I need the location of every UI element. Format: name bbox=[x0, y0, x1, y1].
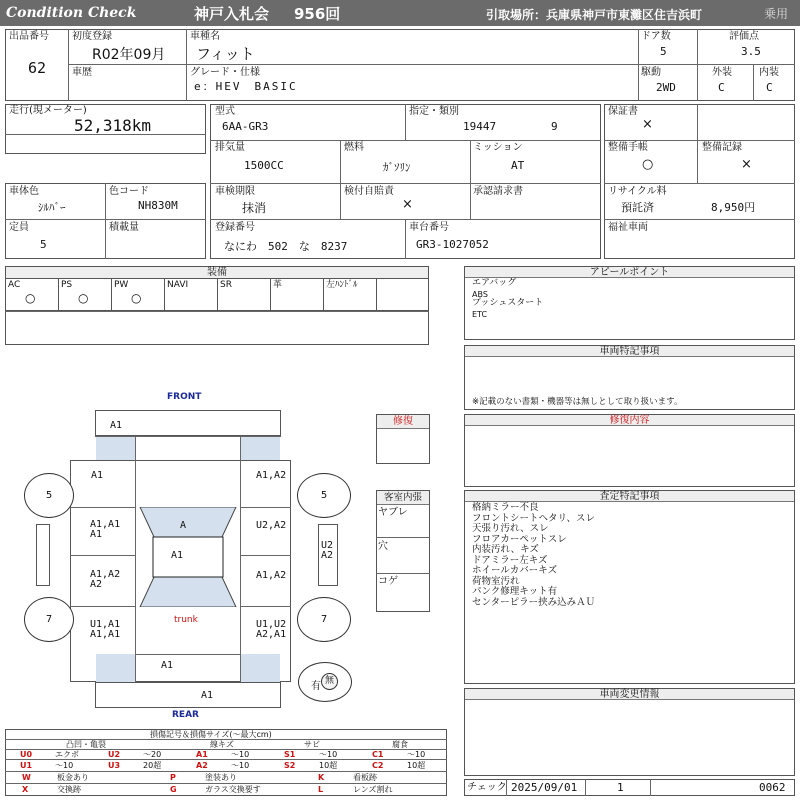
legend-desc: エクボ bbox=[55, 750, 79, 759]
history-label: 車歴 bbox=[72, 67, 92, 78]
mileage: 52,318km bbox=[74, 116, 152, 135]
front-label: FRONT bbox=[167, 392, 202, 402]
inspection-note-line: フロアカーペットスレ bbox=[472, 533, 567, 545]
legend-code: L bbox=[318, 785, 324, 794]
trunk-label: trunk bbox=[174, 615, 198, 625]
inspection-note-line: 天張り汚れ、スレ bbox=[472, 523, 549, 534]
spare-tire-label: 有 bbox=[311, 681, 321, 692]
right-side-mark: U2 A2 bbox=[321, 540, 334, 561]
check-date: 2025/09/01 bbox=[511, 781, 578, 794]
right-rear-fender-mark: U1,U2 A2,A1 bbox=[256, 619, 287, 640]
equipment-value: ○ bbox=[25, 291, 36, 305]
legend-code: A2 bbox=[196, 761, 208, 770]
rear-panel-mark: A1 bbox=[161, 660, 174, 671]
top-info-box bbox=[5, 29, 795, 101]
right-front-fender-mark: A1,A2 bbox=[256, 470, 287, 481]
rear-label: REAR bbox=[172, 710, 199, 720]
category-number: 9 bbox=[551, 120, 558, 133]
inspection-notes-title: 査定特記事項 bbox=[465, 491, 794, 502]
drive-label: 駆動 bbox=[641, 67, 661, 78]
inspection-note-line: 内装汚れ、キズ bbox=[472, 544, 539, 555]
vehicle-category: 乗用 bbox=[764, 7, 789, 21]
windshield-shape bbox=[136, 507, 240, 607]
score: 3.5 bbox=[741, 45, 761, 58]
legend-desc: レンズ割れ bbox=[353, 785, 393, 794]
insurance-mark: × bbox=[402, 197, 413, 212]
no-icon: 無 bbox=[321, 673, 338, 690]
lot-number-label: 出品番号 bbox=[9, 31, 49, 42]
interior-tear-label: ヤブレ bbox=[378, 507, 408, 518]
model-label: 型式 bbox=[215, 106, 235, 117]
appeal-title: アピールポイント bbox=[465, 267, 794, 278]
left-front-fender-mark: A1 bbox=[91, 470, 104, 481]
grade: e：HEV BASIC bbox=[194, 80, 298, 93]
right-rear-door-mark: A1,A2 bbox=[256, 570, 287, 581]
equipment-value: ○ bbox=[131, 291, 142, 305]
tire-left-rear: 7 bbox=[24, 597, 74, 642]
chassis-number: GR3-1027052 bbox=[416, 238, 489, 251]
left-rear-fender-mark: U1,A1 A1,A1 bbox=[90, 619, 121, 640]
equipment-cell-empty bbox=[376, 278, 429, 311]
exterior-grade: C bbox=[718, 81, 725, 94]
legend-code: S2 bbox=[284, 761, 296, 770]
warranty-mark: × bbox=[642, 117, 653, 132]
check-label: チェック bbox=[467, 782, 507, 793]
legend-group-rust: サビ bbox=[304, 740, 320, 749]
equipment-value: ○ bbox=[78, 291, 89, 305]
chassis-label: 車台番号 bbox=[409, 222, 449, 233]
rear-bumper-mark: A1 bbox=[201, 690, 214, 701]
equipment-cell bbox=[270, 278, 324, 311]
first-registration: R02年09月 bbox=[92, 47, 166, 63]
fuel-label: 燃料 bbox=[344, 142, 364, 153]
color-code: NH830M bbox=[138, 199, 178, 212]
legend-desc: 交換跡 bbox=[57, 785, 81, 794]
inspection-note-line: 荷物室汚れ bbox=[472, 575, 520, 587]
equipment-cell bbox=[323, 278, 377, 311]
color-code-label: 色コード bbox=[109, 186, 149, 197]
change-info-panel bbox=[464, 688, 795, 776]
legend-code: C2 bbox=[372, 761, 384, 770]
front-bumper-mark: A1 bbox=[110, 420, 123, 431]
legend-code: U3 bbox=[108, 761, 121, 770]
inspection-note-line: センターピラー挟み込みＡＵ bbox=[472, 596, 596, 608]
recycle-fee: 8,950円 bbox=[711, 201, 756, 214]
approval-label: 承認請求書 bbox=[473, 186, 523, 197]
special-notes-disclaimer: ※記載のない書類・機器等は無しとして取り扱います。 bbox=[472, 397, 683, 407]
condition-check-title: Condition Check bbox=[6, 5, 137, 21]
equipment-cell bbox=[58, 278, 112, 311]
legend-code: C1 bbox=[372, 750, 384, 759]
legend-desc: 看板跡 bbox=[353, 773, 377, 782]
car-name: フィット bbox=[196, 45, 255, 63]
check-count: 1 bbox=[617, 781, 624, 794]
body-color: ｼﾙﾊﾞｰ bbox=[38, 201, 66, 214]
inspection-note-line: ホイールカバーキズ bbox=[472, 565, 558, 576]
front-bumper bbox=[95, 410, 281, 436]
welfare-label: 福祉車両 bbox=[608, 222, 648, 233]
interior-hole-label: 穴 bbox=[378, 541, 388, 552]
equipment-label: SR bbox=[220, 280, 232, 290]
capacity: 5 bbox=[40, 238, 47, 251]
appeal-line-3: プッシュスタート bbox=[472, 298, 544, 308]
maintenance-record-mark: × bbox=[741, 157, 752, 172]
left-side-window bbox=[36, 524, 50, 586]
load-capacity-label: 積載量 bbox=[109, 222, 139, 233]
legend-code: U1 bbox=[20, 761, 33, 770]
appeal-line-2: ABS bbox=[472, 290, 488, 299]
legend-desc: 〜20 bbox=[143, 750, 162, 759]
equipment-label: NAVI bbox=[167, 280, 189, 290]
legend-group-scratches: 線キズ bbox=[210, 740, 234, 749]
exterior-label: 外装 bbox=[712, 67, 732, 78]
equipment-cell bbox=[217, 278, 271, 311]
mission-label: ミッション bbox=[473, 142, 523, 153]
model: 6AA-GR3 bbox=[222, 120, 269, 133]
recycle-label: リサイクル料 bbox=[608, 186, 667, 197]
equipment-label: 革 bbox=[273, 280, 283, 290]
grade-label: グレード・仕様 bbox=[190, 67, 260, 78]
roof-mark: A1 bbox=[171, 550, 184, 561]
interior-burn-label: コゲ bbox=[378, 576, 398, 587]
warranty-label: 保証書 bbox=[608, 106, 638, 117]
interior-grade: C bbox=[766, 81, 773, 94]
inspection-note-line: フロントシートヘタリ、スレ bbox=[472, 512, 596, 524]
legend-desc: 〜10 bbox=[231, 750, 250, 759]
equipment-label: 左ﾊﾝﾄﾞﾙ bbox=[326, 280, 358, 290]
legend-group-dents: 凸凹・亀裂 bbox=[66, 740, 106, 749]
appeal-line-4: ETC bbox=[472, 310, 488, 319]
legend-desc: ガラス交換要す bbox=[205, 785, 261, 794]
plate-number: なにわ 502 な 8237 bbox=[224, 240, 348, 253]
designation-label: 指定・類別 bbox=[409, 106, 459, 117]
drive: 2WD bbox=[656, 81, 676, 94]
mission: AT bbox=[511, 159, 525, 172]
equipment-cell bbox=[111, 278, 165, 311]
equipment-cell bbox=[164, 278, 218, 311]
first-registration-label: 初度登録 bbox=[72, 31, 112, 42]
interior-label: 内装 bbox=[759, 67, 779, 78]
legend-group-corrosion: 腐食 bbox=[392, 740, 408, 749]
displacement: 1500CC bbox=[244, 159, 284, 172]
legend-desc: 〜10 bbox=[407, 750, 426, 759]
legend-code: K bbox=[318, 773, 325, 782]
equipment-cell bbox=[5, 278, 59, 311]
equipment-label: AC bbox=[8, 280, 21, 290]
score-label: 評価点 bbox=[729, 31, 759, 42]
capacity-label: 定員 bbox=[9, 222, 29, 233]
hood-mark: A bbox=[180, 520, 187, 531]
legend-code: S1 bbox=[284, 750, 296, 759]
doors: 5 bbox=[660, 45, 667, 58]
check-number: 0062 bbox=[759, 781, 786, 794]
insurance-label: 検付自賠責 bbox=[344, 186, 394, 197]
fuel: ｶﾞｿﾘﾝ bbox=[383, 161, 411, 174]
legend-desc: 20超 bbox=[143, 761, 162, 770]
equipment-label: PS bbox=[61, 280, 73, 290]
legend-code: W bbox=[22, 773, 31, 782]
legend-code: P bbox=[170, 773, 176, 782]
special-notes-title: 車両特記事項 bbox=[465, 346, 794, 357]
legend-code: G bbox=[170, 785, 177, 794]
legend-code: X bbox=[22, 785, 29, 794]
legend-code: U2 bbox=[108, 750, 121, 759]
inspection-expiry: 抹消 bbox=[242, 201, 267, 215]
equipment-label: PW bbox=[114, 280, 129, 290]
inspection-label: 車検期限 bbox=[215, 186, 255, 197]
mileage-label: 走行(現メーター) bbox=[9, 105, 87, 116]
documents-box bbox=[604, 104, 795, 259]
session-number: 956回 bbox=[294, 5, 341, 23]
maintenance-label: 整備手帳 bbox=[608, 142, 648, 153]
inspection-note-line: ドアミラー左キズ bbox=[472, 554, 548, 566]
inspection-note-line: 格納ミラー不良 bbox=[472, 502, 539, 513]
legend-desc: 板金あり bbox=[57, 773, 89, 782]
legend-desc: 10超 bbox=[407, 761, 426, 770]
lot-number: 62 bbox=[28, 59, 47, 77]
legend-desc: 〜10 bbox=[55, 761, 74, 770]
left-rear-door-mark: A1,A2 A2 bbox=[90, 569, 121, 590]
rear-bumper bbox=[95, 682, 281, 708]
maintenance-record-label: 整備記録 bbox=[702, 142, 742, 153]
legend-desc: 〜10 bbox=[319, 750, 338, 759]
repair-content-title: 修復内容 bbox=[465, 415, 794, 426]
legend-title: 損傷記号＆損傷サイズ(〜最大cm) bbox=[150, 730, 272, 739]
equipment-title: 装備 bbox=[6, 267, 428, 279]
displacement-label: 排気量 bbox=[215, 142, 245, 153]
appeal-line-1: エアバッグ bbox=[472, 278, 517, 288]
header-bar bbox=[0, 0, 800, 26]
interior-lining-title: 客室内張 bbox=[377, 491, 429, 505]
maintenance-mark: ○ bbox=[642, 157, 654, 172]
tire-right-front: 5 bbox=[297, 473, 351, 518]
legend-code: U0 bbox=[20, 750, 33, 759]
plate-label: 登録番号 bbox=[215, 222, 255, 233]
tire-right-rear: 7 bbox=[297, 597, 351, 642]
tire-left-front: 5 bbox=[24, 473, 74, 518]
legend-desc: 10超 bbox=[319, 761, 338, 770]
legend-desc: 〜10 bbox=[231, 761, 250, 770]
inspection-note-line: パンク修理キット有 bbox=[472, 586, 558, 597]
designation: 19447 bbox=[463, 120, 497, 133]
auction-name: 神戸入札会 bbox=[194, 5, 270, 23]
doors-label: ドア数 bbox=[641, 31, 671, 42]
recycle-status: 預託済 bbox=[621, 201, 654, 214]
legend-code: A1 bbox=[196, 750, 208, 759]
right-front-door-mark: U2,A2 bbox=[256, 520, 287, 531]
pickup-location: 引取場所：兵庫県神戸市東灘区住吉浜町 bbox=[486, 8, 703, 22]
color-label: 車体色 bbox=[9, 186, 39, 197]
repair-title: 修復 bbox=[377, 415, 429, 429]
car-name-label: 車種名 bbox=[190, 31, 220, 42]
change-info-title: 車両変更情報 bbox=[465, 689, 794, 700]
left-front-door-mark: A1,A1 A1 bbox=[90, 519, 121, 540]
legend-desc: 塗装あり bbox=[205, 773, 237, 782]
